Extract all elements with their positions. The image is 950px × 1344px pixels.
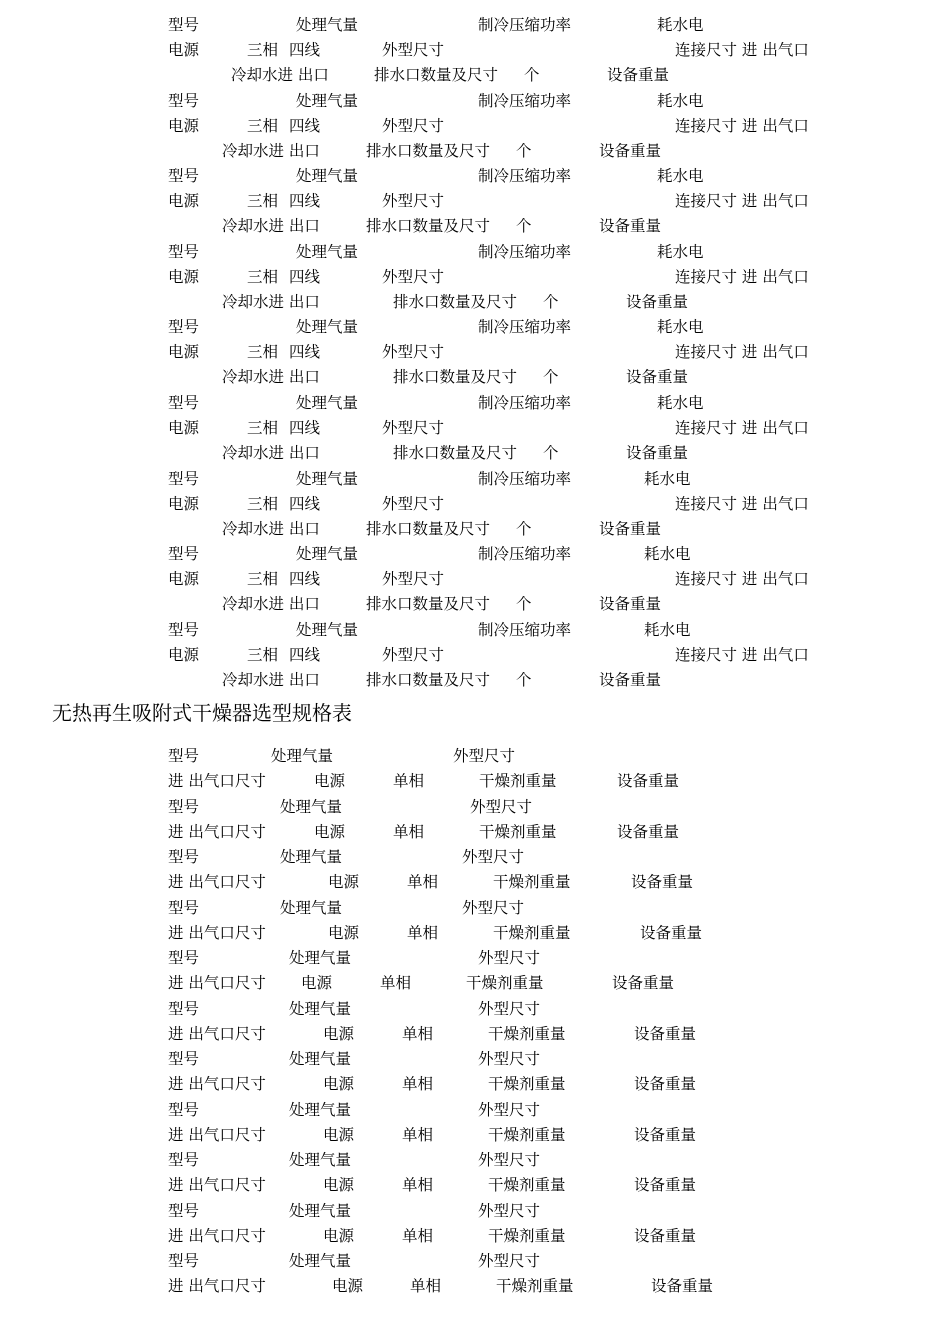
unit-label: 个 bbox=[543, 292, 559, 311]
power-supply-label: 电源 bbox=[168, 570, 200, 589]
phase-label: 三相 bbox=[247, 419, 279, 437]
wire-label: 四线 bbox=[289, 41, 321, 59]
compressor-power-label: 制冷压缩功率 bbox=[478, 394, 572, 412]
model-label: 型号 bbox=[168, 91, 200, 110]
air-flow-label: 处理气量 bbox=[289, 1050, 352, 1068]
power-supply-label: 电源 bbox=[328, 873, 360, 891]
power-supply-label: 电源 bbox=[168, 267, 200, 286]
power-supply-label: 电源 bbox=[168, 41, 200, 59]
desiccant-weight-label: 干燥剂重量 bbox=[479, 822, 557, 841]
dimensions-label: 外型尺寸 bbox=[470, 797, 533, 816]
desiccant-weight-label: 干燥剂重量 bbox=[488, 1226, 566, 1245]
drain-outlet-label: 排水口数量及尺寸 bbox=[366, 595, 491, 614]
equipment-weight-label: 设备重量 bbox=[626, 292, 689, 311]
dimensions-label: 外型尺寸 bbox=[478, 1100, 541, 1119]
equipment-weight-label: 设备重量 bbox=[634, 1125, 697, 1144]
air-flow-label: 处理气量 bbox=[289, 1252, 352, 1270]
dimensions-label: 外型尺寸 bbox=[382, 41, 445, 59]
power-supply-label: 电源 bbox=[168, 645, 200, 664]
wire-label: 四线 bbox=[289, 645, 321, 664]
power-supply-label: 电源 bbox=[168, 192, 200, 211]
inlet-outlet-size-label: 进 出气口尺寸 bbox=[168, 1277, 266, 1295]
wire-label: 四线 bbox=[289, 116, 321, 135]
water-power-label: 耗水电 bbox=[657, 394, 704, 412]
model-label: 型号 bbox=[168, 797, 200, 816]
compressor-power-label: 制冷压缩功率 bbox=[478, 545, 572, 564]
water-power-label: 耗水电 bbox=[657, 167, 704, 186]
connection-size-label: 连接尺寸 进 出气口 bbox=[675, 267, 809, 286]
inlet-outlet-size-label: 进 出气口尺寸 bbox=[168, 822, 266, 841]
equipment-weight-label: 设备重量 bbox=[617, 822, 680, 841]
unit-label: 个 bbox=[543, 368, 559, 387]
model-label: 型号 bbox=[168, 1252, 200, 1270]
cooling-water-label: 冷却水进 出口 bbox=[222, 292, 320, 311]
model-label: 型号 bbox=[168, 999, 200, 1018]
power-supply-label: 电源 bbox=[314, 772, 346, 790]
air-flow-label: 处理气量 bbox=[289, 1201, 352, 1220]
connection-size-label: 连接尺寸 进 出气口 bbox=[675, 41, 809, 59]
cooling-water-label: 冷却水进 出口 bbox=[222, 595, 320, 614]
unit-label: 个 bbox=[516, 595, 532, 614]
model-label: 型号 bbox=[168, 848, 200, 866]
water-power-label: 耗水电 bbox=[657, 16, 704, 34]
water-power-label: 耗水电 bbox=[644, 469, 691, 488]
compressor-power-label: 制冷压缩功率 bbox=[478, 91, 572, 110]
power-supply-label: 电源 bbox=[168, 494, 200, 513]
equipment-weight-label: 设备重量 bbox=[626, 368, 689, 387]
inlet-outlet-size-label: 进 出气口尺寸 bbox=[168, 1226, 266, 1245]
air-flow-label: 处理气量 bbox=[296, 318, 359, 337]
phase-label: 单相 bbox=[393, 822, 425, 841]
cooling-water-label: 冷却水进 出口 bbox=[231, 66, 329, 84]
compressor-power-label: 制冷压缩功率 bbox=[478, 242, 572, 261]
wire-label: 四线 bbox=[289, 267, 321, 286]
phase-label: 单相 bbox=[402, 1176, 434, 1194]
desiccant-weight-label: 干燥剂重量 bbox=[488, 1075, 566, 1093]
phase-label: 单相 bbox=[402, 1075, 434, 1093]
desiccant-weight-label: 干燥剂重量 bbox=[488, 1125, 566, 1144]
dimensions-label: 外型尺寸 bbox=[462, 848, 525, 866]
unit-label: 个 bbox=[543, 444, 559, 462]
air-flow-label: 处理气量 bbox=[271, 747, 334, 765]
equipment-weight-label: 设备重量 bbox=[599, 670, 662, 689]
cooling-water-label: 冷却水进 出口 bbox=[222, 141, 320, 160]
water-power-label: 耗水电 bbox=[657, 242, 704, 261]
dimensions-label: 外型尺寸 bbox=[478, 1151, 541, 1169]
equipment-weight-label: 设备重量 bbox=[640, 923, 703, 942]
water-power-label: 耗水电 bbox=[657, 91, 704, 110]
model-label: 型号 bbox=[168, 1151, 200, 1169]
cooling-water-label: 冷却水进 出口 bbox=[222, 519, 320, 538]
inlet-outlet-size-label: 进 出气口尺寸 bbox=[168, 873, 266, 891]
compressor-power-label: 制冷压缩功率 bbox=[478, 620, 572, 639]
phase-label: 三相 bbox=[247, 116, 279, 135]
inlet-outlet-size-label: 进 出气口尺寸 bbox=[168, 1024, 266, 1043]
equipment-weight-label: 设备重量 bbox=[599, 217, 662, 236]
phase-label: 单相 bbox=[402, 1125, 434, 1144]
phase-label: 三相 bbox=[247, 645, 279, 664]
phase-label: 三相 bbox=[247, 192, 279, 211]
unit-label: 个 bbox=[516, 519, 532, 538]
inlet-outlet-size-label: 进 出气口尺寸 bbox=[168, 974, 266, 992]
power-supply-label: 电源 bbox=[168, 419, 200, 437]
cooling-water-label: 冷却水进 出口 bbox=[222, 368, 320, 387]
equipment-weight-label: 设备重量 bbox=[607, 66, 670, 84]
connection-size-label: 连接尺寸 进 出气口 bbox=[675, 570, 809, 589]
unit-label: 个 bbox=[516, 670, 532, 689]
power-supply-label: 电源 bbox=[332, 1277, 364, 1295]
air-flow-label: 处理气量 bbox=[296, 620, 359, 639]
equipment-weight-label: 设备重量 bbox=[631, 873, 694, 891]
connection-size-label: 连接尺寸 进 出气口 bbox=[675, 192, 809, 211]
connection-size-label: 连接尺寸 进 出气口 bbox=[675, 419, 809, 437]
air-flow-label: 处理气量 bbox=[289, 949, 352, 967]
dimensions-label: 外型尺寸 bbox=[382, 343, 445, 362]
air-flow-label: 处理气量 bbox=[280, 848, 343, 866]
inlet-outlet-size-label: 进 出气口尺寸 bbox=[168, 1176, 266, 1194]
dimensions-label: 外型尺寸 bbox=[462, 898, 525, 917]
model-label: 型号 bbox=[168, 747, 200, 765]
power-supply-label: 电源 bbox=[323, 1125, 355, 1144]
model-label: 型号 bbox=[168, 1100, 200, 1119]
unit-label: 个 bbox=[516, 217, 532, 236]
dimensions-label: 外型尺寸 bbox=[382, 494, 445, 513]
power-supply-label: 电源 bbox=[168, 343, 200, 362]
compressor-power-label: 制冷压缩功率 bbox=[478, 469, 572, 488]
equipment-weight-label: 设备重量 bbox=[651, 1277, 714, 1295]
connection-size-label: 连接尺寸 进 出气口 bbox=[675, 494, 809, 513]
connection-size-label: 连接尺寸 进 出气口 bbox=[675, 645, 809, 664]
air-flow-label: 处理气量 bbox=[296, 167, 359, 186]
drain-outlet-label: 排水口数量及尺寸 bbox=[393, 368, 518, 387]
dimensions-label: 外型尺寸 bbox=[478, 1050, 541, 1068]
connection-size-label: 连接尺寸 进 出气口 bbox=[675, 116, 809, 135]
model-label: 型号 bbox=[168, 16, 200, 34]
cooling-water-label: 冷却水进 出口 bbox=[222, 217, 320, 236]
equipment-weight-label: 设备重量 bbox=[634, 1226, 697, 1245]
water-power-label: 耗水电 bbox=[657, 318, 704, 337]
model-label: 型号 bbox=[168, 469, 200, 488]
phase-label: 单相 bbox=[380, 974, 412, 992]
inlet-outlet-size-label: 进 出气口尺寸 bbox=[168, 923, 266, 942]
power-supply-label: 电源 bbox=[314, 822, 346, 841]
air-flow-label: 处理气量 bbox=[280, 797, 343, 816]
desiccant-weight-label: 干燥剂重量 bbox=[488, 1176, 566, 1194]
air-flow-label: 处理气量 bbox=[296, 91, 359, 110]
desiccant-weight-label: 干燥剂重量 bbox=[493, 873, 571, 891]
power-supply-label: 电源 bbox=[323, 1176, 355, 1194]
equipment-weight-label: 设备重量 bbox=[634, 1075, 697, 1093]
cooling-water-label: 冷却水进 出口 bbox=[222, 444, 320, 462]
phase-label: 单相 bbox=[407, 873, 439, 891]
power-supply-label: 电源 bbox=[323, 1075, 355, 1093]
phase-label: 三相 bbox=[247, 494, 279, 513]
compressor-power-label: 制冷压缩功率 bbox=[478, 16, 572, 34]
air-flow-label: 处理气量 bbox=[289, 999, 352, 1018]
air-flow-label: 处理气量 bbox=[289, 1100, 352, 1119]
wire-label: 四线 bbox=[289, 192, 321, 211]
wire-label: 四线 bbox=[289, 570, 321, 589]
unit-label: 个 bbox=[516, 141, 532, 160]
phase-label: 单相 bbox=[393, 772, 425, 790]
air-flow-label: 处理气量 bbox=[296, 545, 359, 564]
equipment-weight-label: 设备重量 bbox=[634, 1176, 697, 1194]
phase-label: 三相 bbox=[247, 41, 279, 59]
phase-label: 单相 bbox=[402, 1024, 434, 1043]
phase-label: 单相 bbox=[410, 1277, 442, 1295]
dimensions-label: 外型尺寸 bbox=[382, 419, 445, 437]
power-supply-label: 电源 bbox=[168, 116, 200, 135]
wire-label: 四线 bbox=[289, 419, 321, 437]
unit-label: 个 bbox=[524, 66, 540, 84]
power-supply-label: 电源 bbox=[301, 974, 333, 992]
air-flow-label: 处理气量 bbox=[296, 394, 359, 412]
dimensions-label: 外型尺寸 bbox=[478, 1201, 541, 1220]
phase-label: 三相 bbox=[247, 343, 279, 362]
air-flow-label: 处理气量 bbox=[296, 242, 359, 261]
phase-label: 三相 bbox=[247, 570, 279, 589]
desiccant-weight-label: 干燥剂重量 bbox=[496, 1277, 574, 1295]
model-label: 型号 bbox=[168, 394, 200, 412]
phase-label: 单相 bbox=[407, 923, 439, 942]
model-label: 型号 bbox=[168, 898, 200, 917]
power-supply-label: 电源 bbox=[323, 1226, 355, 1245]
water-power-label: 耗水电 bbox=[644, 620, 691, 639]
model-label: 型号 bbox=[168, 242, 200, 261]
inlet-outlet-size-label: 进 出气口尺寸 bbox=[168, 772, 266, 790]
model-label: 型号 bbox=[168, 620, 200, 639]
compressor-power-label: 制冷压缩功率 bbox=[478, 167, 572, 186]
desiccant-weight-label: 干燥剂重量 bbox=[488, 1024, 566, 1043]
equipment-weight-label: 设备重量 bbox=[617, 772, 680, 790]
model-label: 型号 bbox=[168, 318, 200, 337]
equipment-weight-label: 设备重量 bbox=[612, 974, 675, 992]
drain-outlet-label: 排水口数量及尺寸 bbox=[374, 66, 499, 84]
drain-outlet-label: 排水口数量及尺寸 bbox=[393, 444, 518, 462]
equipment-weight-label: 设备重量 bbox=[599, 595, 662, 614]
desiccant-weight-label: 干燥剂重量 bbox=[493, 923, 571, 942]
dimensions-label: 外型尺寸 bbox=[382, 192, 445, 211]
drain-outlet-label: 排水口数量及尺寸 bbox=[366, 670, 491, 689]
air-flow-label: 处理气量 bbox=[296, 469, 359, 488]
dimensions-label: 外型尺寸 bbox=[382, 570, 445, 589]
model-label: 型号 bbox=[168, 545, 200, 564]
equipment-weight-label: 设备重量 bbox=[599, 519, 662, 538]
compressor-power-label: 制冷压缩功率 bbox=[478, 318, 572, 337]
wire-label: 四线 bbox=[289, 343, 321, 362]
dimensions-label: 外型尺寸 bbox=[478, 1252, 541, 1270]
drain-outlet-label: 排水口数量及尺寸 bbox=[393, 292, 518, 311]
cooling-water-label: 冷却水进 出口 bbox=[222, 670, 320, 689]
phase-label: 单相 bbox=[402, 1226, 434, 1245]
phase-label: 三相 bbox=[247, 267, 279, 286]
equipment-weight-label: 设备重量 bbox=[599, 141, 662, 160]
dimensions-label: 外型尺寸 bbox=[382, 116, 445, 135]
desiccant-weight-label: 干燥剂重量 bbox=[466, 974, 544, 992]
model-label: 型号 bbox=[168, 167, 200, 186]
air-flow-label: 处理气量 bbox=[280, 898, 343, 917]
desiccant-weight-label: 干燥剂重量 bbox=[479, 772, 557, 790]
water-power-label: 耗水电 bbox=[644, 545, 691, 564]
power-supply-label: 电源 bbox=[323, 1024, 355, 1043]
dimensions-label: 外型尺寸 bbox=[453, 747, 516, 765]
dimensions-label: 外型尺寸 bbox=[478, 949, 541, 967]
inlet-outlet-size-label: 进 出气口尺寸 bbox=[168, 1125, 266, 1144]
air-flow-label: 处理气量 bbox=[289, 1151, 352, 1169]
wire-label: 四线 bbox=[289, 494, 321, 513]
drain-outlet-label: 排水口数量及尺寸 bbox=[366, 217, 491, 236]
power-supply-label: 电源 bbox=[328, 923, 360, 942]
dimensions-label: 外型尺寸 bbox=[382, 267, 445, 286]
equipment-weight-label: 设备重量 bbox=[634, 1024, 697, 1043]
adsorption-dryer-section-title: 无热再生吸附式干燥器选型规格表 bbox=[52, 701, 352, 725]
air-flow-label: 处理气量 bbox=[296, 16, 359, 34]
drain-outlet-label: 排水口数量及尺寸 bbox=[366, 519, 491, 538]
drain-outlet-label: 排水口数量及尺寸 bbox=[366, 141, 491, 160]
model-label: 型号 bbox=[168, 949, 200, 967]
model-label: 型号 bbox=[168, 1201, 200, 1220]
model-label: 型号 bbox=[168, 1050, 200, 1068]
connection-size-label: 连接尺寸 进 出气口 bbox=[675, 343, 809, 362]
dimensions-label: 外型尺寸 bbox=[382, 645, 445, 664]
dimensions-label: 外型尺寸 bbox=[478, 999, 541, 1018]
equipment-weight-label: 设备重量 bbox=[626, 444, 689, 462]
inlet-outlet-size-label: 进 出气口尺寸 bbox=[168, 1075, 266, 1093]
